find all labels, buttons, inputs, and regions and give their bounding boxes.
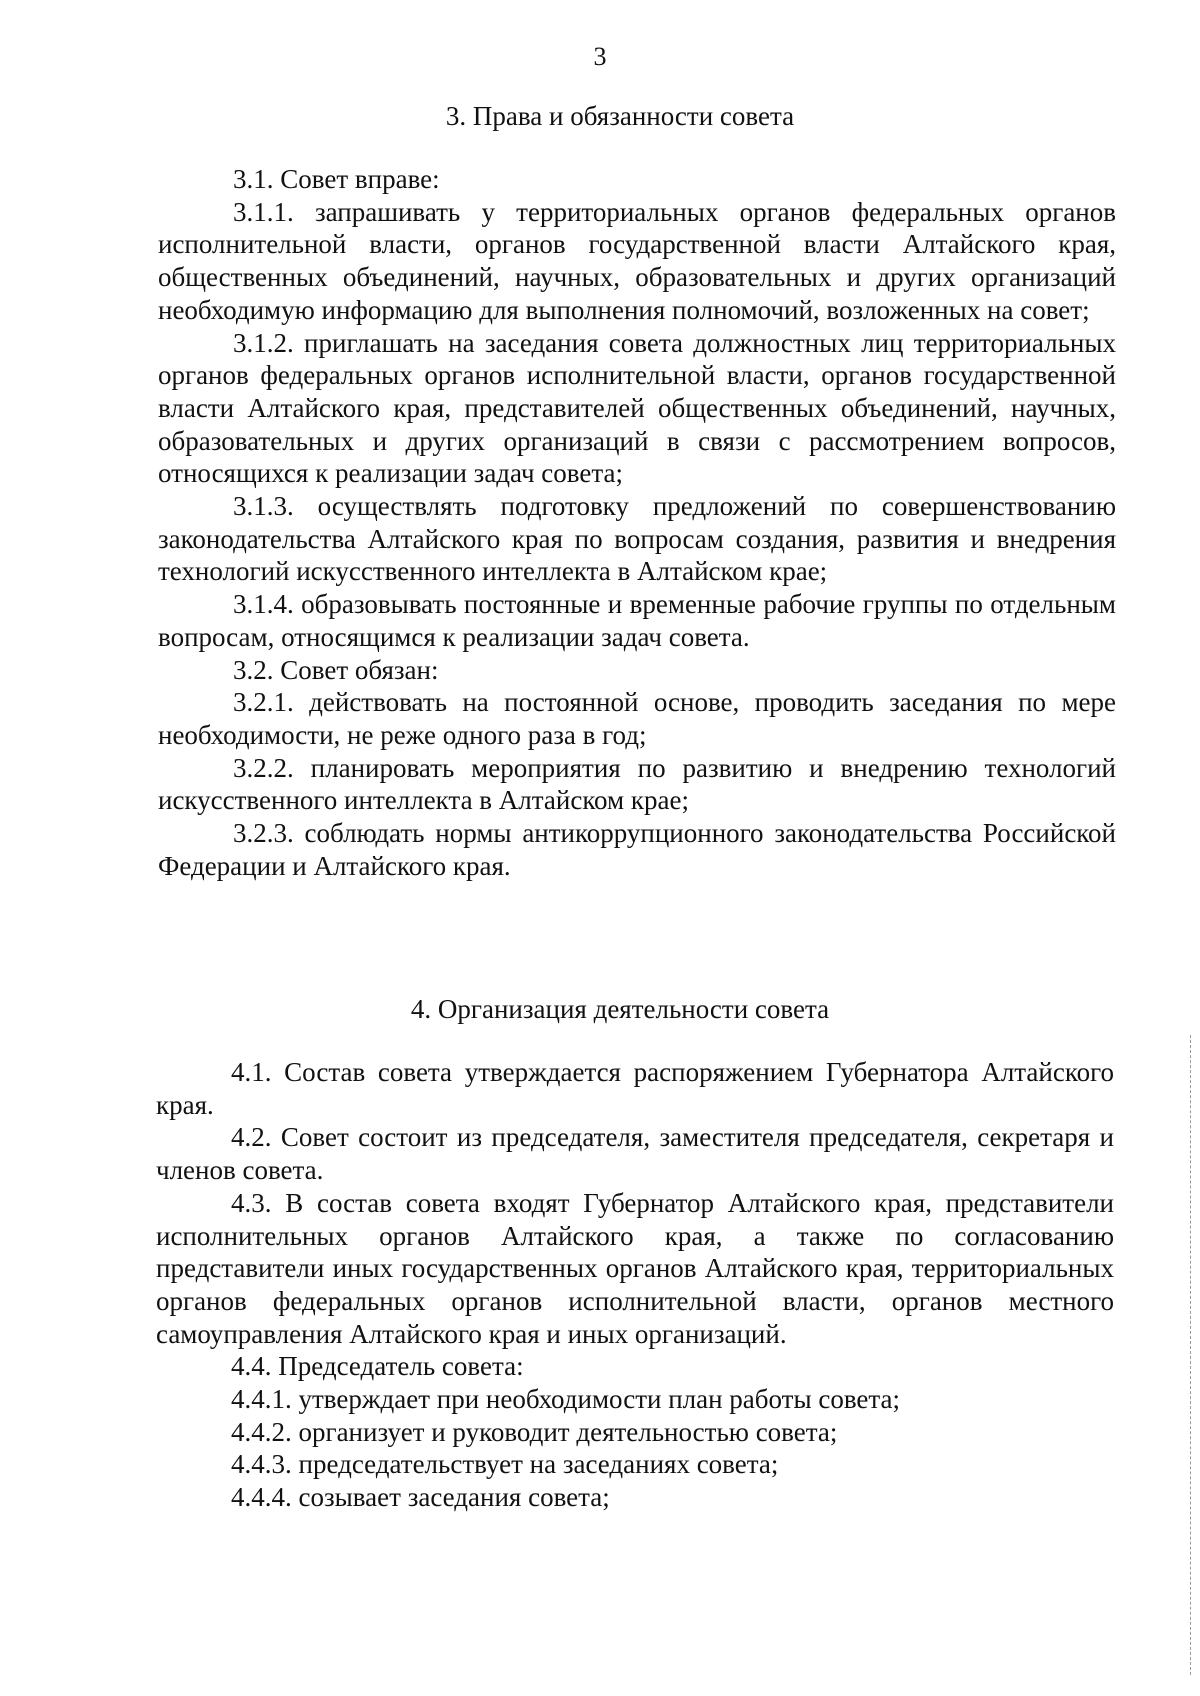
paragraph-4-4-3: 4.4.3. председательствует на заседаниях совета; bbox=[231, 1449, 779, 1480]
paragraph-4-2: 4.2. Совет состоит из председателя, заместителя председателя, секретаря и членов совета. bbox=[156, 1122, 1114, 1186]
paragraph-4-4: 4.4. Председатель совета: bbox=[231, 1351, 524, 1382]
paragraph-4-3: 4.3. В состав совета входят Губернатор Алтайского края, представители исполнительных органов Алтайского края, а также по согласованию представители иных государственных органов Алтайского края, территориальных органов федеральных органов исполнительной власти, органов местного самоуправления Алтайского края и иных организаций. bbox=[156, 1187, 1114, 1349]
page-number: 3 bbox=[593, 42, 607, 71]
paragraph-3-1-4: 3.1.4. образовывать постоянные и временные рабочие группы по отдельным вопросам, относящимся к реализации задач совета. bbox=[158, 589, 1116, 652]
paragraph-4-1: 4.1. Состав совета утверждается распоряжением Губернатора Алтайского края. bbox=[156, 1057, 1114, 1120]
section-4-body bbox=[156, 1056, 1114, 1514]
paragraph-3-1-3: 3.1.3. осуществлять подготовку предложений по совершенствованию законодательства Алтайского края по вопросам создания, развития и внедрения технологий искусственного интеллекта в Алтайском крае; bbox=[158, 491, 1116, 587]
paragraph-3-2-1: 3.2.1. действовать на постоянной основе, проводить заседания по мере необходимости, не реже одного раза в год; bbox=[158, 687, 1116, 750]
paragraph-3-2-3: 3.2.3. соблюдать нормы антикоррупционного законодательства Российской Федерации и Алтайского края. bbox=[158, 818, 1116, 881]
section-4-title: 4. Организация деятельности совета bbox=[410, 994, 830, 1024]
section-3-body bbox=[158, 163, 1116, 882]
paragraph-3-1-1: 3.1.1. запрашивать у территориальных органов федеральных органов исполнительной власти, органов государственной власти Алтайского края, общественных объединений, научных, образовательных и других организаций необходимую информацию для выполнения полномочий, возложенных на совет; bbox=[158, 196, 1116, 325]
paragraph-3-1: 3.1. Совет вправе: bbox=[233, 164, 440, 194]
section-3-title: 3. Права и обязанности совета bbox=[445, 101, 795, 131]
paragraph-4-4-2: 4.4.2. организует и руководит деятельностью совета; bbox=[231, 1416, 838, 1447]
scan-edge-mark bbox=[1190, 1035, 1192, 1675]
paragraph-4-4-1: 4.4.1. утверждает при необходимости план работы совета; bbox=[231, 1384, 901, 1415]
paragraph-3-2: 3.2. Совет обязан: bbox=[233, 654, 439, 685]
paragraph-4-4-4: 4.4.4. созывает заседания совета; bbox=[231, 1482, 610, 1513]
paragraph-3-1-2: 3.1.2. приглашать на заседания совета должностных лиц территориальных органов федеральных органов исполнительной власти, органов государственной власти Алтайского края, представителей общественных объединений, научных, образовательных и других организаций в связи с рассмотрением вопросов, относящихся к реализации задач совета; bbox=[158, 327, 1116, 489]
paragraph-3-2-2: 3.2.2. планировать мероприятия по развитию и внедрению технологий искусственного интеллекта в Алтайском крае; bbox=[158, 752, 1116, 816]
